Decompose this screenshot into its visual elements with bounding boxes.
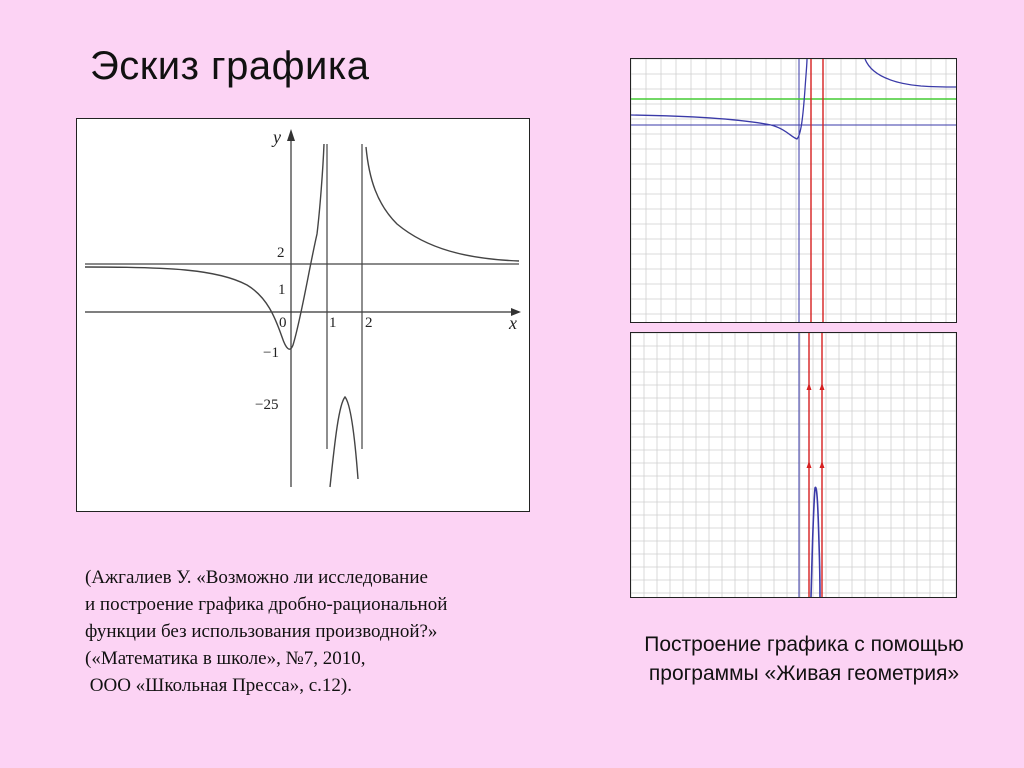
arrow-marker — [820, 383, 825, 390]
y-axis-label: y — [273, 127, 281, 147]
curve-middle-branch — [330, 397, 358, 487]
arrow-marker — [807, 461, 812, 468]
x-axis-label: x — [509, 313, 517, 333]
tick-label-1-x: 1 — [329, 315, 337, 331]
arrow-marker — [820, 461, 825, 468]
sketch-graph — [77, 119, 529, 511]
geometry-graph-top — [631, 59, 956, 322]
geometry-screenshot-bottom — [630, 332, 957, 598]
y-axis-arrow — [287, 129, 295, 141]
tick-label-2-x: 2 — [365, 315, 373, 331]
tick-label-2: 2 — [277, 245, 285, 261]
curve-right-branch — [865, 59, 956, 87]
tick-label-minus-25: −25 — [255, 397, 279, 413]
citation-line: (Ажгалиев У. «Возможно ли исследование — [85, 567, 428, 588]
caption-line: Построение графика с помощью — [644, 633, 964, 656]
citation-line: функции без использования производной?» — [85, 621, 438, 642]
citation — [85, 564, 447, 699]
citation-line: («Математика в школе», №7, 2010, — [85, 648, 366, 669]
arrow-marker — [807, 383, 812, 390]
curve-middle-branch — [811, 487, 820, 597]
slide-title: Эскиз графика — [90, 44, 370, 88]
geometry-graph-bottom — [631, 333, 956, 597]
curve-right-branch — [366, 147, 519, 261]
caption-line: программы «Живая геометрия» — [648, 662, 960, 685]
sketch-graph-panel — [76, 118, 530, 512]
grid — [631, 333, 956, 597]
curve-left-branch — [85, 144, 324, 349]
tick-label-minus-1: −1 — [263, 345, 279, 361]
caption — [608, 630, 1000, 688]
citation-line: ООО «Школьная Пресса», с.12). — [85, 675, 353, 696]
tick-label-1-y: 1 — [278, 282, 286, 298]
citation-line: и построение графика дробно-рациональной — [85, 594, 448, 615]
geometry-screenshot-top — [630, 58, 957, 323]
tick-label-0: 0 — [279, 315, 287, 331]
